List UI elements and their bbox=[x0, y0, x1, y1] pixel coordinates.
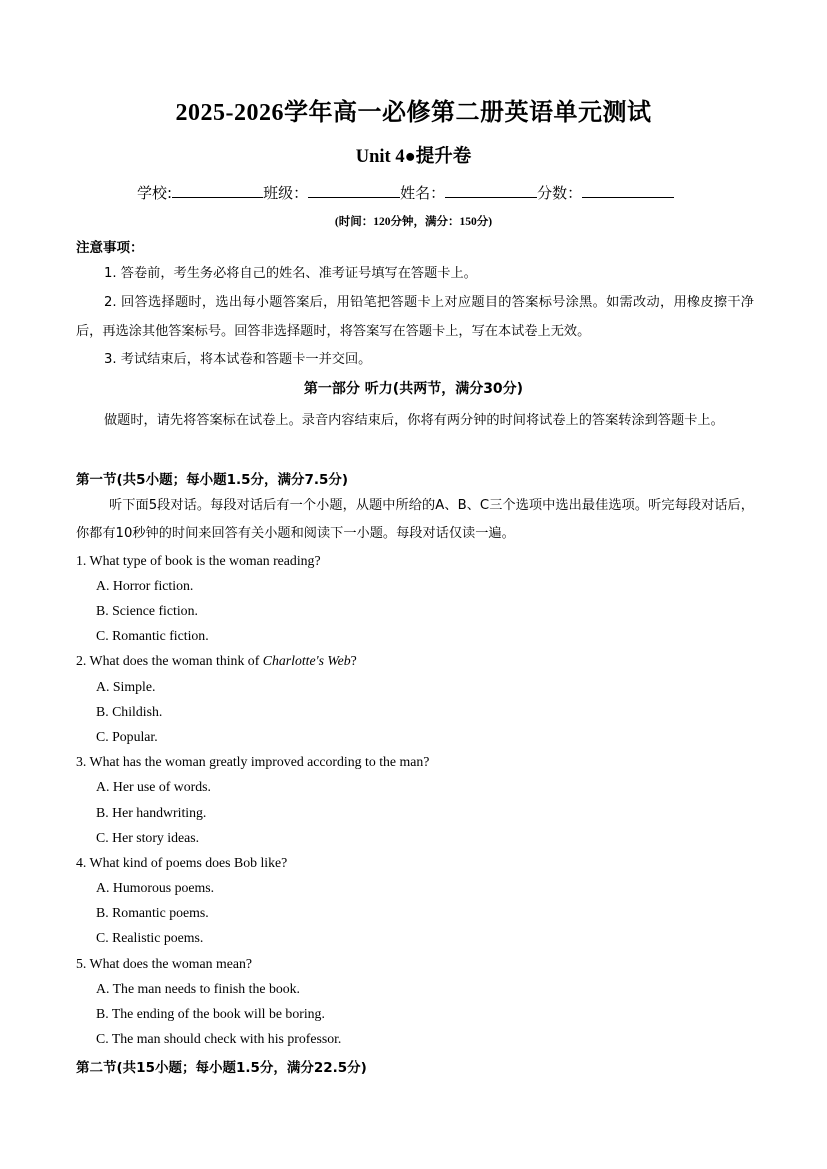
part1-intro: 做题时，请先将答案标在试卷上。录音内容结束后，你将有两分钟的时间将试卷上的答案转涂到答题卡上。 bbox=[104, 413, 724, 428]
class-label: 班级： bbox=[263, 184, 309, 202]
question-2-option-b: B. Childish. bbox=[96, 704, 163, 719]
student-info-row bbox=[137, 181, 674, 203]
question-3-option-a: A. Her use of words. bbox=[96, 779, 211, 794]
question-4-option-a: A. Humorous poems. bbox=[96, 880, 215, 895]
score-label: 分数： bbox=[537, 184, 583, 202]
name-label: 姓名： bbox=[400, 184, 446, 202]
question-5-option-c: C. The man should check with his professor. bbox=[96, 1031, 342, 1046]
school-label: 学校: bbox=[137, 184, 173, 202]
section2-heading: 第二节(共15小题；每小题1.5分，满分22.5分) bbox=[76, 1060, 367, 1076]
notice-item-3: 3. 考试结束后，将本试卷和答题卡一并交回。 bbox=[104, 352, 372, 367]
question-3-option-b: B. Her handwriting. bbox=[96, 805, 207, 820]
question-1-option-b: B. Science fiction. bbox=[96, 603, 198, 618]
part1-heading: 第一部分 听力(共两节，满分30分) bbox=[303, 381, 524, 397]
question-1-option-c: C. Romantic fiction. bbox=[96, 628, 209, 643]
section1-heading: 第一节(共5小题；每小题1.5分，满分7.5分) bbox=[76, 472, 349, 488]
question-5-option-b: B. The ending of the book will be boring. bbox=[96, 1006, 325, 1021]
question-2-stem bbox=[76, 653, 357, 669]
question-4-option-c: C. Realistic poems. bbox=[96, 930, 204, 945]
score-blank[interactable] bbox=[582, 181, 674, 198]
question-2-option-c: C. Popular. bbox=[96, 729, 158, 744]
question-1-option-a: A. Horror fiction. bbox=[96, 578, 194, 593]
notice-heading: 注意事项： bbox=[76, 240, 144, 256]
notice-item-1: 1. 答卷前，考生务必将自己的姓名、准考证号填写在答题卡上。 bbox=[104, 266, 477, 281]
question-2-option-a: A. Simple. bbox=[96, 679, 156, 694]
question-4-stem: 4. What kind of poems does Bob like? bbox=[76, 855, 288, 870]
school-blank[interactable] bbox=[172, 181, 263, 198]
unit-subtitle: Unit 4●提升卷 bbox=[355, 147, 472, 167]
question-3-stem: 3. What has the woman greatly improved according to the man? bbox=[76, 754, 430, 769]
section1-intro: 听下面5段对话。每段对话后有一个小题，从题中所给的A、B、C三个选项中选出最佳选项。听完每段对话后，你都有10秒钟的时间来回答有关小题和阅读下一小题。每段对话仅读一遍。 bbox=[76, 498, 754, 541]
notice-item-2: 2. 回答选择题时，选出每小题答案后，用铅笔把答题卡上对应题目的答案标号涂黑。如需改动，用橡皮擦干净后，再选涂其他答案标号。回答非选择题时，将答案写在答题卡上，写在本试卷上无效。 bbox=[76, 295, 754, 339]
class-blank[interactable] bbox=[308, 181, 400, 198]
page-title: 2025-2026学年高一必修第二册英语单元测试 bbox=[175, 100, 652, 126]
question-2-stem-text: 2. What does the woman think of bbox=[76, 653, 263, 668]
question-1-stem: 1. What type of book is the woman reading? bbox=[76, 553, 321, 568]
book-title: Charlotte's Web bbox=[262, 653, 351, 668]
question-3-option-c: C. Her story ideas. bbox=[96, 830, 200, 845]
question-5-stem: 5. What does the woman mean? bbox=[76, 956, 252, 971]
time-note: (时间：120分钟，满分：150分) bbox=[334, 216, 493, 228]
name-blank[interactable] bbox=[445, 181, 537, 198]
question-5-option-a: A. The man needs to finish the book. bbox=[96, 981, 300, 996]
question-2-stem-end: ? bbox=[350, 653, 357, 668]
question-4-option-b: B. Romantic poems. bbox=[96, 905, 209, 920]
